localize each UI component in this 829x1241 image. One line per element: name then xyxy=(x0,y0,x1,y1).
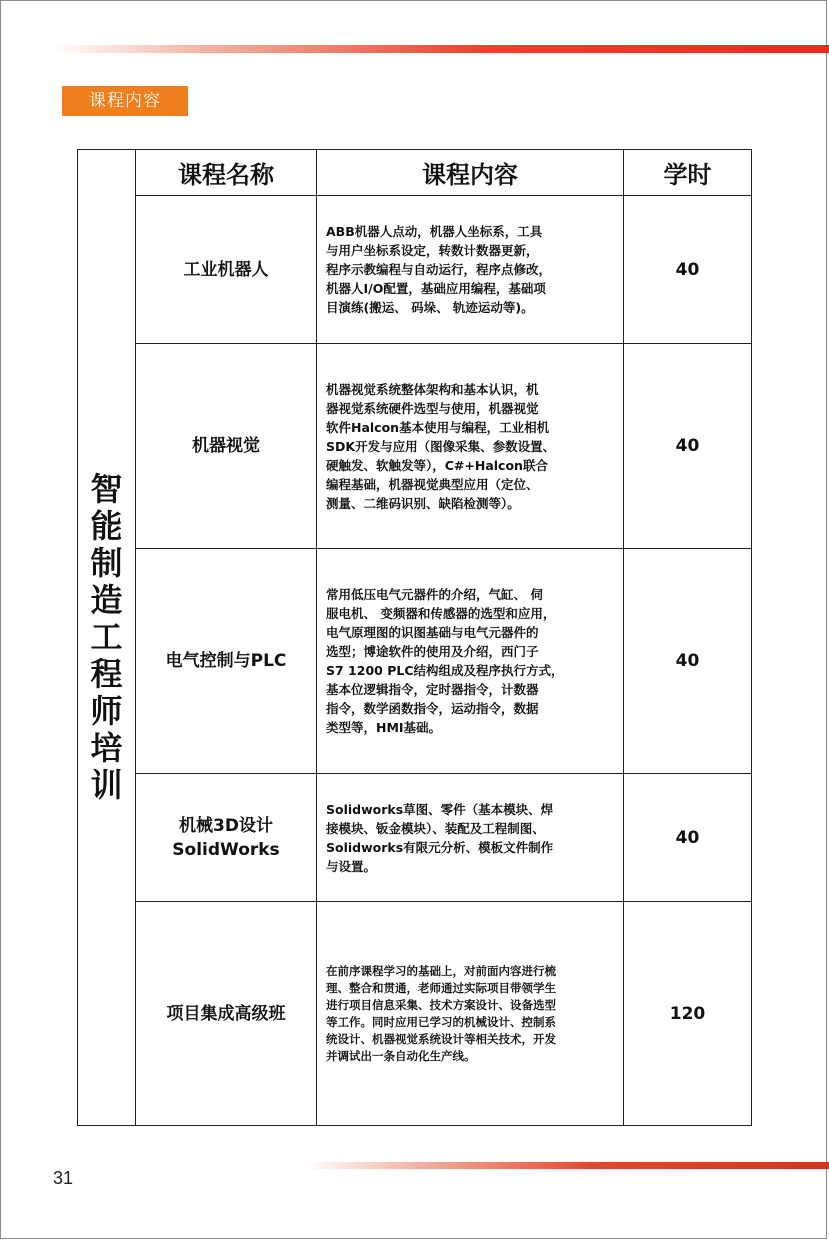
top-decorative-bar xyxy=(55,45,829,53)
page-number: 31 xyxy=(53,1168,74,1188)
program-title xyxy=(78,471,135,804)
table-row xyxy=(78,902,752,1126)
course-content: 在前序课程学习的基础上，对前面内容进行梳 理、整合和贯通，老师通过实际项目带领学生 进行项目信息采集、技术方案设计、设备选型 等工作。同时应用已学习的机械设计、控制系 统设计、机器视觉系统设计等相关技术，开发 并调试出一条自动化生产线。 xyxy=(326,963,556,1063)
header-course-name: 课程名称 xyxy=(136,150,317,196)
course-hours: 120 xyxy=(624,902,752,1126)
course-content: ABB机器人点动，机器人坐标系，工具 与用户坐标系设定，转数计数器更新， 程序示教编程与自动运行，程序点修改， 机器人I/O配置，基础应用编程，基础项 目演练(搬运、 码垛、 轨迹运动等)。 xyxy=(326,224,552,315)
program-title-cell xyxy=(78,150,136,1126)
program-title-char: 造 xyxy=(90,581,123,619)
course-content: Solidworks草图、零件（基本模块、焊 接模块、钣金模块）、装配及工程制图、 Solidworks有限元分析、模板文件制作 与设置。 xyxy=(326,801,554,874)
course-content-cell xyxy=(317,196,624,344)
course-content-cell xyxy=(317,344,624,549)
course-content: 机器视觉系统整体架构和基本认识，机 器视觉系统硬件选型与使用，机器视觉 软件Halcon基本使用与编程，工业相机 SDK开发与应用（图像采集、参数设置、 硬触发、软触发等），C#+Halcon联合 编程基础，机器视觉典型应用（定位、 测量、二维码识别、缺陷检测等）。 xyxy=(326,381,556,511)
course-name: 项目集成高级班 xyxy=(136,902,317,1126)
program-title-char: 制 xyxy=(90,544,123,582)
course-name-line1: 机械3D设计 xyxy=(179,815,273,836)
course-hours: 40 xyxy=(624,196,752,344)
course-name: 工业机器人 xyxy=(136,196,317,344)
program-title-char: 培 xyxy=(90,729,123,767)
program-title-char: 智 xyxy=(90,470,123,508)
course-hours: 40 xyxy=(624,344,752,549)
course-content-cell xyxy=(317,774,624,902)
course-content-cell xyxy=(317,902,624,1126)
course-content-cell xyxy=(317,549,624,774)
program-title-char: 能 xyxy=(90,507,123,545)
table-row xyxy=(78,344,752,549)
table-row xyxy=(78,549,752,774)
course-name-line2: SolidWorks xyxy=(172,839,280,860)
course-hours: 40 xyxy=(624,774,752,902)
course-table xyxy=(77,149,752,1126)
section-tag: 课程内容 xyxy=(62,86,188,116)
header-course-content: 课程内容 xyxy=(317,150,624,196)
program-title-char: 工 xyxy=(90,618,123,656)
course-name: 电气控制与PLC xyxy=(136,549,317,774)
program-title-char: 程 xyxy=(90,655,123,693)
course-name-cell xyxy=(136,774,317,902)
course-content: 常用低压电气元器件的介绍，气缸、 伺 服电机、 变频器和传感器的选型和应用， 电气原理图的识图基础与电气元器件的 选型；博途软件的使用及介绍，西门子 S7 1200 PLC结构组成及程序执行方式， 基本位逻辑指令，定时器指令，计数器 指令，数学函数指令，运动指令，数据 类型等，HMI基础。 xyxy=(326,587,564,735)
table-row xyxy=(78,196,752,344)
program-title-char: 师 xyxy=(90,692,123,730)
table-row xyxy=(78,774,752,902)
header-hours: 学时 xyxy=(624,150,752,196)
course-name: 机器视觉 xyxy=(136,344,317,549)
bottom-decorative-bar xyxy=(305,1162,829,1169)
course-hours: 40 xyxy=(624,549,752,774)
program-title-char: 训 xyxy=(90,766,123,804)
